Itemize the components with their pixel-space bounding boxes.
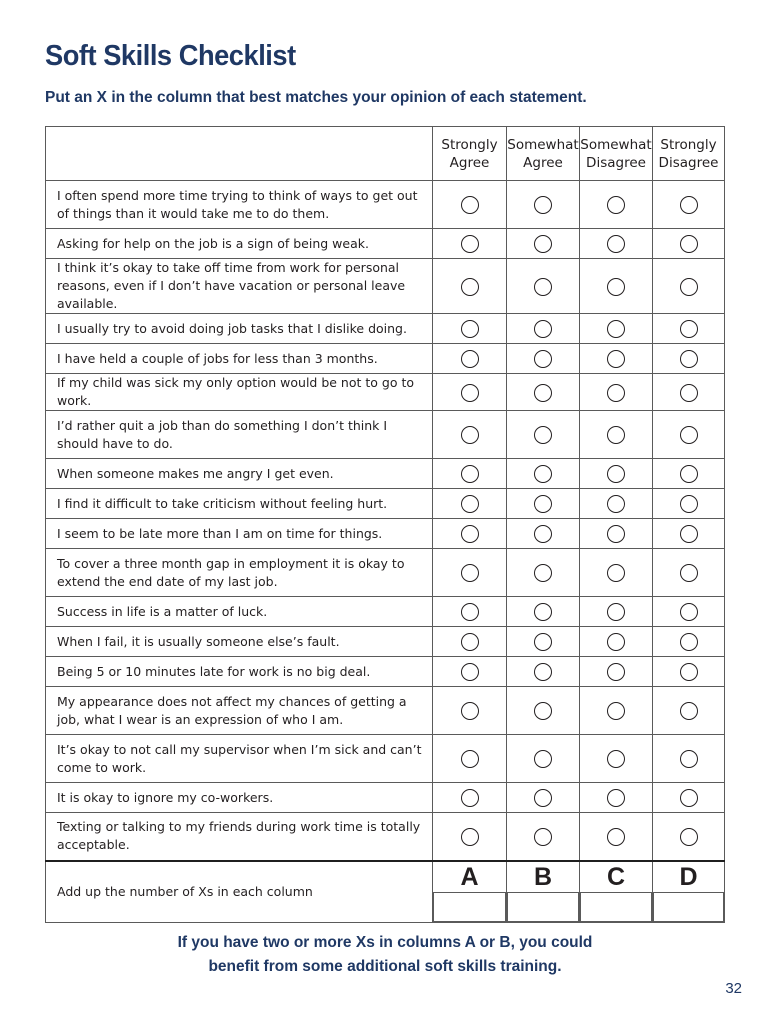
summary-letter-row <box>46 861 725 892</box>
answer-circle-strongly-agree[interactable] <box>461 789 479 807</box>
statement-row <box>46 657 725 687</box>
column-header-somewhat-agree: Somewhat Agree <box>507 127 580 181</box>
column-letter-b: B <box>533 862 553 891</box>
page-number: 32 <box>725 980 742 997</box>
footer-note-line-1: If you have two or more Xs in columns A or B, you could <box>177 934 593 951</box>
answer-circle-somewhat-disagree[interactable] <box>607 196 625 214</box>
answer-circle-strongly-agree[interactable] <box>461 465 479 483</box>
statement-text: When someone makes me angry I get even. <box>46 459 433 489</box>
answer-circle-somewhat-agree[interactable] <box>534 525 552 543</box>
statement-text: I seem to be late more than I am on time for things. <box>46 519 433 549</box>
column-letter-c: C <box>606 862 626 891</box>
answer-circle-strongly-agree[interactable] <box>461 196 479 214</box>
answer-circle-somewhat-disagree[interactable] <box>607 603 625 621</box>
answer-circle-strongly-disagree[interactable] <box>680 320 698 338</box>
statement-text: Texting or talking to my friends during work time is totally acceptable. <box>46 813 433 861</box>
answer-circle-somewhat-agree[interactable] <box>534 278 552 296</box>
answer-circle-somewhat-agree[interactable] <box>534 350 552 368</box>
answer-circle-somewhat-disagree[interactable] <box>607 789 625 807</box>
answer-circle-somewhat-agree[interactable] <box>534 320 552 338</box>
answer-circle-somewhat-agree[interactable] <box>534 384 552 402</box>
statement-rows <box>46 181 725 861</box>
answer-circle-strongly-agree[interactable] <box>461 750 479 768</box>
answer-circle-somewhat-agree[interactable] <box>534 426 552 444</box>
answer-circle-somewhat-disagree[interactable] <box>607 465 625 483</box>
statement-row <box>46 549 725 597</box>
answer-circle-somewhat-agree[interactable] <box>534 564 552 582</box>
answer-circle-strongly-disagree[interactable] <box>680 564 698 582</box>
answer-circle-strongly-agree[interactable] <box>461 603 479 621</box>
statement-text: I’d rather quit a job than do something I don’t think I should have to do. <box>46 411 433 459</box>
answer-circle-somewhat-disagree[interactable] <box>607 235 625 253</box>
answer-circle-strongly-agree[interactable] <box>461 633 479 651</box>
statement-text: Success in life is a matter of luck. <box>46 597 433 627</box>
column-letter-a: A <box>460 862 479 891</box>
statement-row <box>46 489 725 519</box>
answer-circle-strongly-disagree[interactable] <box>680 426 698 444</box>
answer-circle-somewhat-disagree[interactable] <box>607 750 625 768</box>
answer-circle-strongly-agree[interactable] <box>461 320 479 338</box>
answer-circle-strongly-disagree[interactable] <box>680 465 698 483</box>
answer-circle-strongly-disagree[interactable] <box>680 750 698 768</box>
answer-circle-strongly-agree[interactable] <box>461 495 479 513</box>
statement-row <box>46 597 725 627</box>
answer-circle-strongly-disagree[interactable] <box>680 789 698 807</box>
column-header-strongly-disagree: Strongly Disagree <box>653 127 725 181</box>
answer-circle-somewhat-agree[interactable] <box>534 603 552 621</box>
answer-circle-strongly-agree[interactable] <box>461 702 479 720</box>
answer-circle-somewhat-disagree[interactable] <box>607 564 625 582</box>
column-letter-d: D <box>679 862 698 891</box>
page-title: Soft Skills Checklist <box>45 40 296 72</box>
footer-note <box>0 931 770 979</box>
answer-circle-strongly-agree[interactable] <box>461 235 479 253</box>
statement-text: I find it difficult to take criticism without feeling hurt. <box>46 489 433 519</box>
statement-row <box>46 229 725 259</box>
column-header-strongly-agree: Strongly Agree <box>433 127 507 181</box>
statement-text: I often spend more time trying to think of ways to get out of things than it would take me to do them. <box>46 181 433 229</box>
answer-circle-somewhat-agree[interactable] <box>534 663 552 681</box>
answer-circle-strongly-agree[interactable] <box>461 426 479 444</box>
statement-row <box>46 519 725 549</box>
statement-text: To cover a three month gap in employment it is okay to extend the end date of my last job. <box>46 549 433 597</box>
statement-row <box>46 783 725 813</box>
answer-circle-strongly-disagree[interactable] <box>680 828 698 846</box>
answer-circle-somewhat-disagree[interactable] <box>607 633 625 651</box>
answer-circle-somewhat-disagree[interactable] <box>607 663 625 681</box>
answer-circle-strongly-agree[interactable] <box>461 564 479 582</box>
answer-circle-strongly-disagree[interactable] <box>680 278 698 296</box>
answer-circle-somewhat-agree[interactable] <box>534 196 552 214</box>
statement-row <box>46 314 725 344</box>
answer-circle-strongly-disagree[interactable] <box>680 663 698 681</box>
statement-text: When I fail, it is usually someone else’s fault. <box>46 627 433 657</box>
statement-text: I usually try to avoid doing job tasks that I dislike doing. <box>46 314 433 344</box>
statement-row <box>46 259 725 314</box>
answer-circle-somewhat-agree[interactable] <box>534 828 552 846</box>
count-box-d[interactable] <box>653 892 724 922</box>
answer-circle-strongly-disagree[interactable] <box>680 525 698 543</box>
answer-circle-strongly-agree[interactable] <box>461 350 479 368</box>
statement-row <box>46 411 725 459</box>
statement-row <box>46 627 725 657</box>
summary-label: Add up the number of Xs in each column <box>46 861 433 923</box>
count-box-c[interactable] <box>580 892 652 922</box>
statement-text: If my child was sick my only option would be not to go to work. <box>46 374 433 411</box>
answer-circle-strongly-agree[interactable] <box>461 828 479 846</box>
statement-text: I have held a couple of jobs for less than 3 months. <box>46 344 433 374</box>
answer-circle-somewhat-agree[interactable] <box>534 750 552 768</box>
checklist-table <box>45 126 725 923</box>
answer-circle-strongly-disagree[interactable] <box>680 235 698 253</box>
statement-row <box>46 374 725 411</box>
statement-row <box>46 735 725 783</box>
answer-circle-somewhat-disagree[interactable] <box>607 278 625 296</box>
statement-row <box>46 813 725 861</box>
answer-circle-strongly-agree[interactable] <box>461 525 479 543</box>
answer-circle-strongly-disagree[interactable] <box>680 350 698 368</box>
answer-circle-somewhat-disagree[interactable] <box>607 426 625 444</box>
statement-text: It’s okay to not call my supervisor when I’m sick and can’t come to work. <box>46 735 433 783</box>
answer-circle-somewhat-agree[interactable] <box>534 495 552 513</box>
statement-row <box>46 181 725 229</box>
count-box-a[interactable] <box>433 892 506 922</box>
statement-row <box>46 459 725 489</box>
statement-text: Being 5 or 10 minutes late for work is no big deal. <box>46 657 433 687</box>
answer-circle-strongly-agree[interactable] <box>461 384 479 402</box>
statement-row <box>46 344 725 374</box>
statement-text: Asking for help on the job is a sign of being weak. <box>46 229 433 259</box>
answer-circle-somewhat-agree[interactable] <box>534 465 552 483</box>
answer-circle-somewhat-disagree[interactable] <box>607 350 625 368</box>
count-box-b[interactable] <box>507 892 579 922</box>
answer-circle-somewhat-disagree[interactable] <box>607 495 625 513</box>
summary-section <box>46 861 725 923</box>
answer-circle-strongly-disagree[interactable] <box>680 633 698 651</box>
instructions: Put an X in the column that best matches your opinion of each statement. <box>45 89 587 106</box>
statement-text: It is okay to ignore my co-workers. <box>46 783 433 813</box>
header-row <box>46 127 725 181</box>
statement-text: I think it’s okay to take off time from work for personal reasons, even if I don’t have vacation or personal leave available. <box>46 259 433 314</box>
answer-circle-strongly-disagree[interactable] <box>680 702 698 720</box>
answer-circle-strongly-disagree[interactable] <box>680 495 698 513</box>
answer-circle-strongly-disagree[interactable] <box>680 603 698 621</box>
footer-note-line-2: benefit from some additional soft skills training. <box>208 958 562 975</box>
statement-text: My appearance does not affect my chances of getting a job, what I wear is an expression of who I am. <box>46 687 433 735</box>
answer-circle-somewhat-disagree[interactable] <box>607 525 625 543</box>
answer-circle-somewhat-disagree[interactable] <box>607 384 625 402</box>
answer-circle-somewhat-agree[interactable] <box>534 702 552 720</box>
answer-circle-somewhat-disagree[interactable] <box>607 320 625 338</box>
answer-circle-strongly-disagree[interactable] <box>680 196 698 214</box>
answer-circle-somewhat-agree[interactable] <box>534 235 552 253</box>
answer-circle-somewhat-disagree[interactable] <box>607 702 625 720</box>
answer-circle-somewhat-agree[interactable] <box>534 789 552 807</box>
answer-circle-somewhat-agree[interactable] <box>534 633 552 651</box>
answer-circle-strongly-agree[interactable] <box>461 663 479 681</box>
answer-circle-strongly-agree[interactable] <box>461 278 479 296</box>
answer-circle-strongly-disagree[interactable] <box>680 384 698 402</box>
statement-column-header <box>46 127 433 181</box>
statement-row <box>46 687 725 735</box>
column-header-somewhat-disagree: Somewhat Disagree <box>580 127 653 181</box>
answer-circle-somewhat-disagree[interactable] <box>607 828 625 846</box>
